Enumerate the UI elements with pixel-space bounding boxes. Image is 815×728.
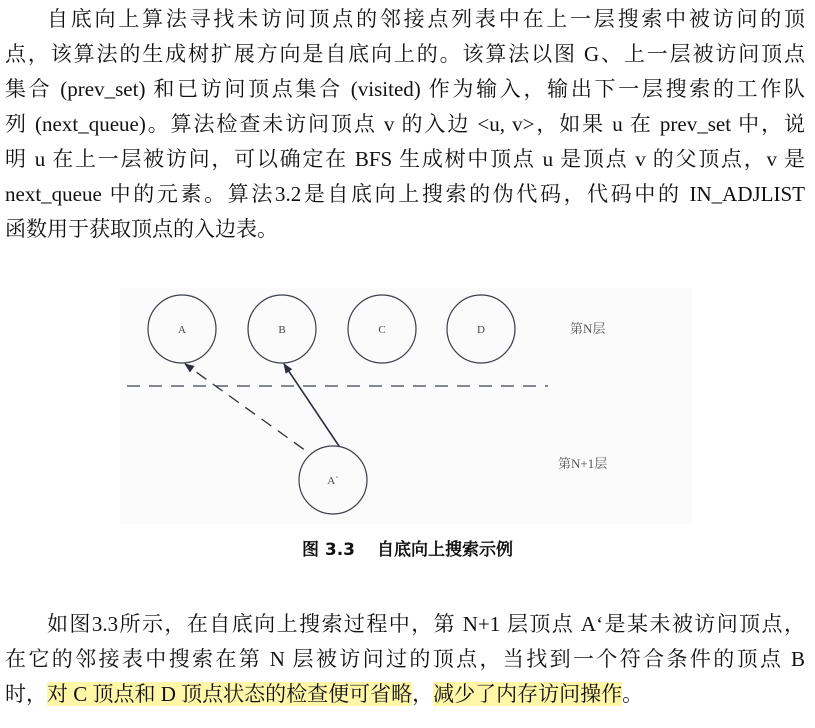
paragraph-line: 如图3.3所示，在自底向上搜索过程中，第 N+1 层顶点 A‘是某未被访问顶点， <box>47 612 805 636</box>
node-b <box>248 295 316 363</box>
diagram-canvas <box>120 288 692 524</box>
edge-solid-aprime-to-b <box>284 364 343 452</box>
highlight-reduce-memory-access: 减少了内存访问操作 <box>433 682 623 706</box>
paragraph-line: 集合 (prev_set) 和已访问顶点集合 (visited) 作为输入，输出下一层搜索的工作队 <box>5 77 805 101</box>
node-d <box>447 295 515 363</box>
caption-text: 自底向上搜索示例 <box>377 540 514 560</box>
paragraph-bottom-up-intro <box>5 2 805 247</box>
line-separator: ， <box>412 682 434 706</box>
line-suffix: 。 <box>622 682 644 706</box>
svg-text:A: A <box>178 324 186 336</box>
svg-text:B: B <box>278 324 286 336</box>
figure-caption <box>0 535 815 560</box>
svg-text:C: C <box>378 324 386 336</box>
paragraph-line: 列 (next_queue)。算法检查未访问顶点 v 的入边 <u, v>，如果 u 在 prev_set 中，说 <box>5 112 805 136</box>
node-c <box>348 295 416 363</box>
paragraph-line: 在它的邻接表中搜索在第 N 层被访问过的顶点，当找到一个符合条件的顶点 B <box>5 647 805 671</box>
paragraph-line-highlighted <box>5 677 805 712</box>
layer-n1-label: 第N+1层 <box>558 456 608 471</box>
edge-dashed-aprime-to-a <box>185 364 320 461</box>
paragraph-example-explanation <box>5 607 805 712</box>
paragraph-line: 明 u 在上一层被访问，可以确定在 BFS 生成树中顶点 u 是顶点 v 的父顶点，v 是 <box>5 147 805 171</box>
svg-text:D: D <box>477 324 485 336</box>
highlight-skip-checks: 对 C 顶点和 D 顶点状态的检查便可省略 <box>47 682 413 706</box>
figure-bottom-up-search-diagram <box>120 288 692 524</box>
svg-text:A`: A` <box>327 475 339 487</box>
caption-number: 图 3.3 <box>301 540 356 560</box>
layer-n-label: 第N层 <box>570 321 606 336</box>
node-a-prime <box>299 446 367 514</box>
paragraph-line: 点，该算法的生成树扩展方向是自底向上的。该算法以图 G、上一层被访问顶点 <box>5 42 805 66</box>
paragraph-line: next_queue 中的元素。算法3.2是自底向上搜索的伪代码，代码中的 IN_ADJLIST <box>5 182 805 206</box>
paragraph-line: 自底向上算法寻找未访问顶点的邻接点列表中在上一层搜索中被访问的顶 <box>47 7 805 31</box>
line-prefix: 时， <box>5 682 47 706</box>
paragraph-line: 函数用于获取顶点的入边表。 <box>5 217 278 241</box>
node-a <box>148 295 216 363</box>
